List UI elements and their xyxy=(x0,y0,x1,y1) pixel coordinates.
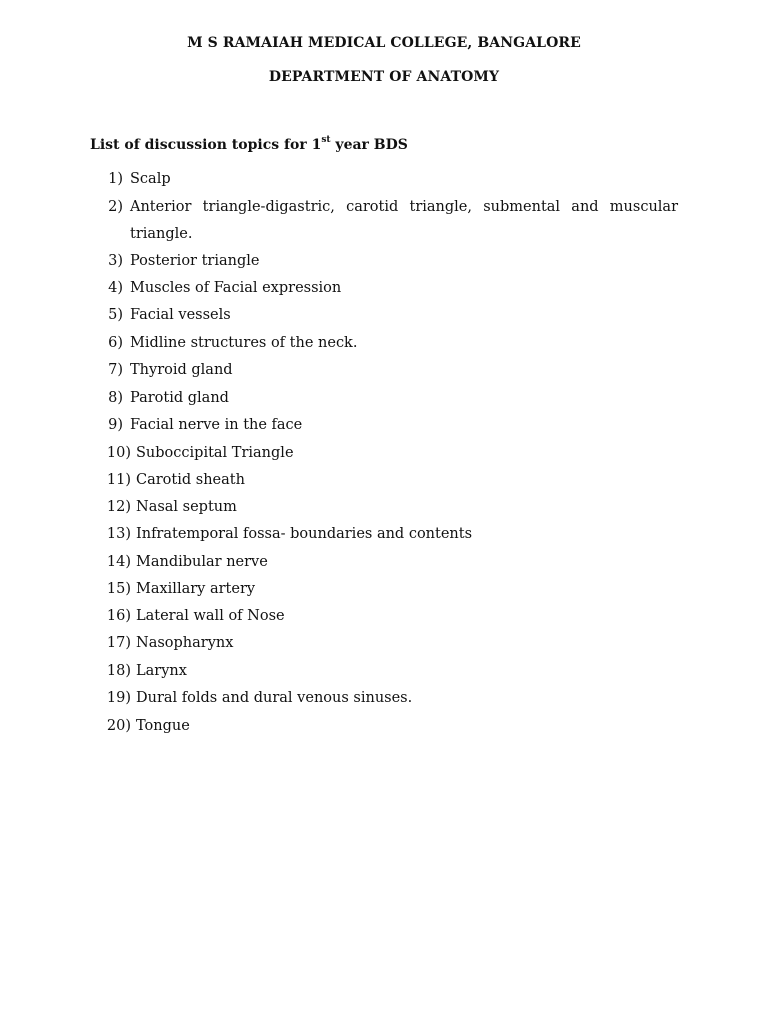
list-item xyxy=(0,603,768,630)
list-heading-superscript: st xyxy=(321,135,331,145)
list-item xyxy=(0,194,768,221)
topic-number: 17) xyxy=(106,635,131,651)
topic-number: 1) xyxy=(108,171,123,187)
list-item-continuation xyxy=(0,221,768,248)
list-item xyxy=(0,412,768,439)
list-item xyxy=(0,357,768,384)
topic-number: 11) xyxy=(106,472,131,488)
list-item xyxy=(0,467,768,494)
topic-number: 9) xyxy=(108,417,123,433)
list-item xyxy=(0,685,768,712)
topic-text: Facial vessels xyxy=(130,307,231,323)
topic-text: Parotid gland xyxy=(130,390,229,406)
topic-text: Scalp xyxy=(130,171,171,187)
topic-number: 6) xyxy=(108,335,123,351)
list-item xyxy=(0,385,768,412)
list-heading xyxy=(90,137,408,153)
list-item xyxy=(0,549,768,576)
list-heading-prefix: List of discussion topics for 1 xyxy=(90,137,322,153)
topic-text: Thyroid gland xyxy=(130,362,233,378)
topic-text: Suboccipital Triangle xyxy=(136,445,294,461)
topic-text: Midline structures of the neck. xyxy=(130,335,358,351)
topic-text: Tongue xyxy=(136,718,190,734)
list-item xyxy=(0,275,768,302)
topic-text: Facial nerve in the face xyxy=(130,417,303,433)
topic-number: 13) xyxy=(106,526,131,542)
list-item xyxy=(0,521,768,548)
topic-text: Nasal septum xyxy=(136,499,237,515)
topic-number: 10) xyxy=(106,445,131,461)
topic-number: 8) xyxy=(108,390,123,406)
topic-number: 19) xyxy=(106,690,131,706)
topic-text: Lateral wall of Nose xyxy=(136,608,285,624)
topic-text: Maxillary artery xyxy=(136,581,256,597)
department-title: DEPARTMENT OF ANATOMY xyxy=(268,69,500,85)
topic-text: Dural folds and dural venous sinuses. xyxy=(136,690,413,706)
list-item xyxy=(0,494,768,521)
list-item xyxy=(0,166,768,193)
topic-number: 14) xyxy=(106,554,131,570)
topic-number: 15) xyxy=(106,581,131,597)
list-item xyxy=(0,713,768,740)
list-heading-suffix: year BDS xyxy=(330,137,408,153)
list-item xyxy=(0,576,768,603)
topic-text: Infratemporal fossa- boundaries and contents xyxy=(136,526,473,542)
list-item xyxy=(0,658,768,685)
topic-number: 20) xyxy=(106,718,131,734)
list-item xyxy=(0,302,768,329)
college-title: M S RAMAIAH MEDICAL COLLEGE, BANGALORE xyxy=(187,35,581,51)
topic-number: 16) xyxy=(106,608,131,624)
list-item xyxy=(0,330,768,357)
topic-number: 5) xyxy=(108,307,123,323)
topic-number: 7) xyxy=(108,362,123,378)
topic-text: Larynx xyxy=(136,663,187,679)
topic-number: 12) xyxy=(106,499,131,515)
list-item xyxy=(0,630,768,657)
topic-text: Posterior triangle xyxy=(130,253,260,269)
topic-number: 18) xyxy=(106,663,131,679)
topic-text: Anterior triangle-digastric, carotid triangle, submental and muscular xyxy=(130,199,678,215)
list-item xyxy=(0,440,768,467)
topic-text-continuation: triangle. xyxy=(130,226,193,242)
topic-text: Muscles of Facial expression xyxy=(130,280,342,296)
list-item xyxy=(0,248,768,275)
topic-text: Nasopharynx xyxy=(136,635,234,651)
topic-text: Carotid sheath xyxy=(136,472,245,488)
topic-text: Mandibular nerve xyxy=(136,554,268,570)
topic-number: 3) xyxy=(108,253,123,269)
topic-number: 2) xyxy=(108,199,123,215)
topic-number: 4) xyxy=(108,280,123,296)
